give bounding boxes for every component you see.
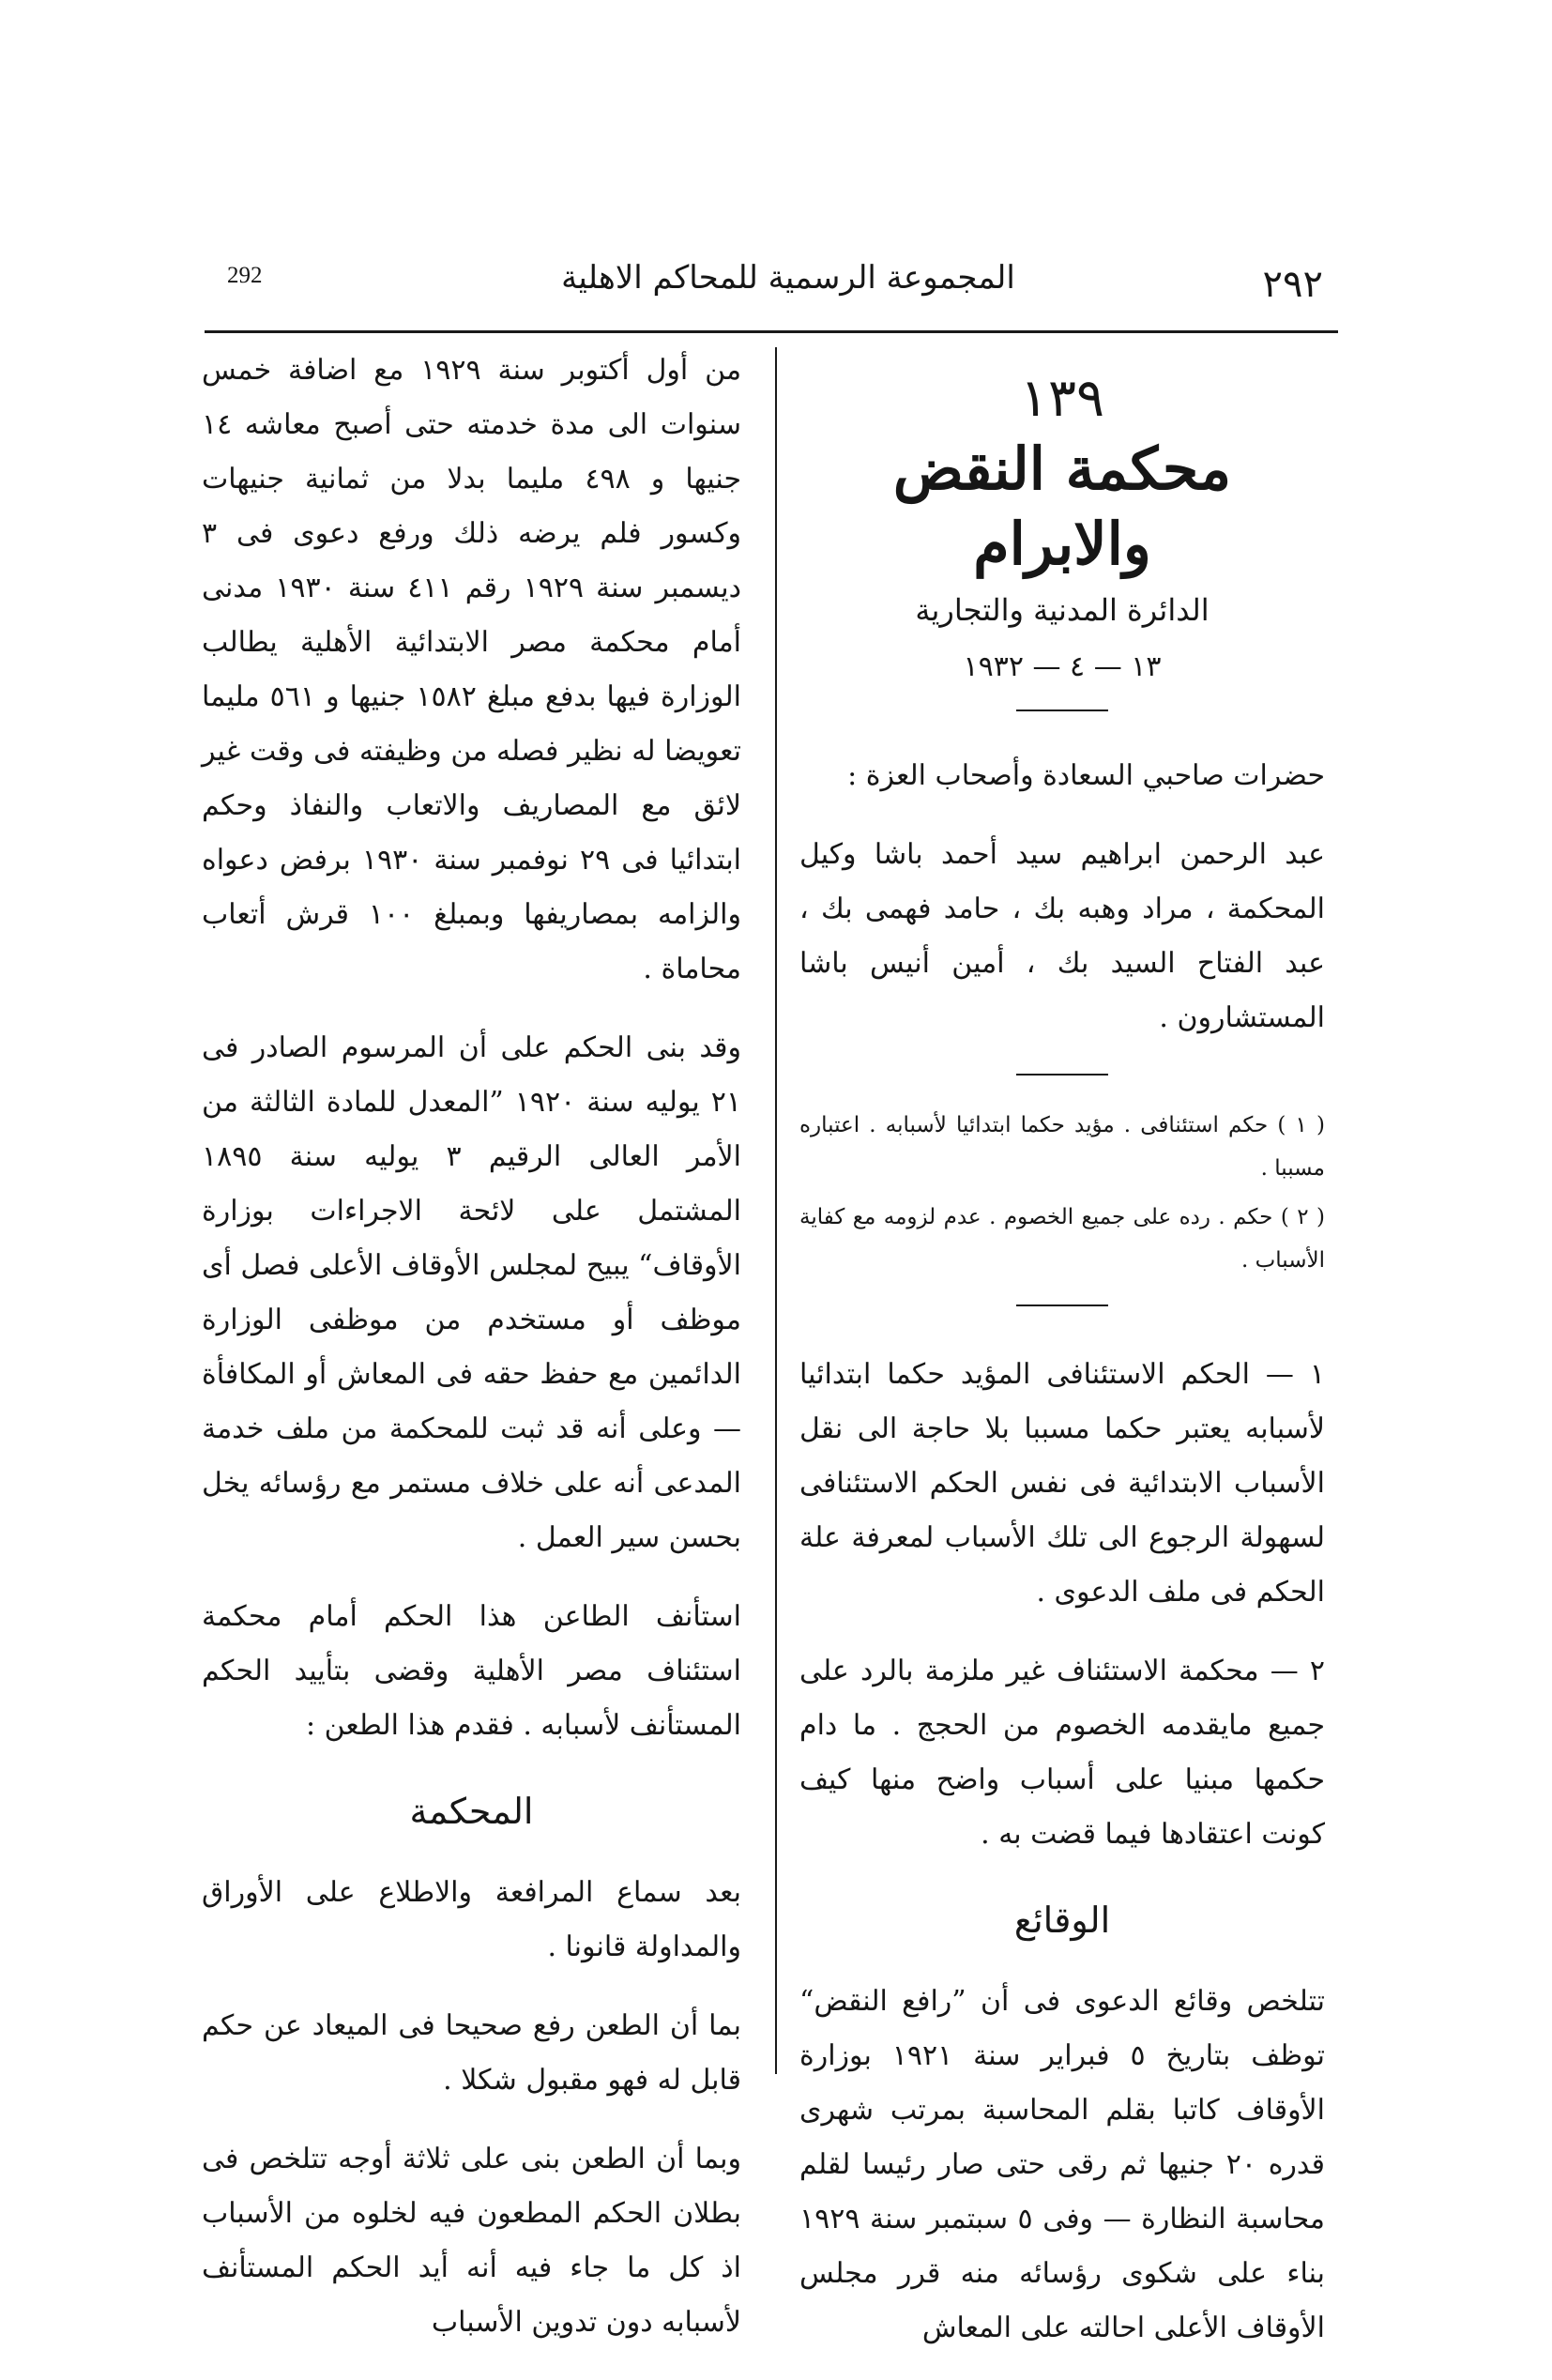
separator-rule	[1016, 709, 1108, 711]
ruling-paragraph: بما أن الطعن رفع صحيحا فى الميعاد عن حكم قابل له فهو مقبول شكلا .	[202, 2009, 741, 2097]
facts-heading: الوقائع	[1013, 1899, 1111, 1941]
ruling-paragraph: وبما أن الطعن بنى على ثلاثة أوجه تتلخص فى بطلان الحكم المطعون فيه لخلوه من الأسباب اذ كل ما جاء فيه أنه أيد الحكم المستأنف لأسبابه دون تدوين الأسباب	[202, 2143, 741, 2339]
principle-paragraph: ٢ — محكمة الاستئناف غير ملزمة بالرد على جميع مايقدمه الخصوم من الحجج . ما دام حكمها مبنيا على أسباب واضح منها كيف كونت اعتقادها فيما قضت به .	[799, 1655, 1325, 1851]
principle-summary-item: ( ١ ) حكم استئنافى . مؤيد حكما ابتدائيا لأسبابه . اعتباره مسببا .	[799, 1113, 1325, 1181]
body-paragraph: من أول أكتوبر سنة ١٩٢٩ مع اضافة خمس سنوات الى مدة خدمته حتى أصبح معاشه ١٤ جنيها و ٤٩٨ مليما بدلا من ثمانية جنيهات وكسور فلم يرضه ذلك ورفع دعوى فى ٣ ديسمبر سنة ١٩٢٩ رقم ٤١١ سنة ١٩٣٠ مدنى أمام محكمة مصر الابتدائية الأهلية يطالب الوزارة فيها بدفع مبلغ ١٥٨٢ جنيها و ٥٦١ مليما تعويضا له نظير فصله من وظيفته فى وقت غير لائق مع المصاريف والاتعاب والنفاذ وحكم ابتدائيا فى ٢٩ نوفمبر سنة ١٩٣٠ برفض دعواه والزامه بمصاريفها وبمبلغ ١٠٠ قرش أتعاب محاماة .	[202, 354, 742, 985]
body-paragraph: وقد بنى الحكم على أن المرسوم الصادر فى ٢١ يوليه سنة ١٩٢٠ ”المعدل للمادة الثالثة من الأمر العالى الرقيم ٣ يوليه سنة ١٨٩٥ المشتمل على لائحة الاجراءات بوزارة الأوقاف“ يبيح لمجلس الأوقاف الأعلى فصل أى موظف أو مستخدم من موظفى الوزارة الدائمين مع حفظ حقه فى المعاش أو المكافأة — وعلى أنه قد ثبت للمحكمة من ملف خدمة المدعى أنه على خلاف مستمر مع رؤسائه يخل بحسن سير العمل .	[202, 1031, 741, 1554]
court-heading: المحكمة	[409, 1791, 534, 1832]
principle-summary-item: ( ٢ ) حكم . رده على جميع الخصوم . عدم لزومه مع كفاية الأسباب .	[799, 1205, 1325, 1273]
judges-list: عبد الرحمن ابراهيم سيد أحمد باشا وكيل المحكمة ، مراد وهبه بك ، حامد فهمى بك ، عبد الفتاح السيد بك ، أمين أنيس باشا المستشارون .	[799, 838, 1325, 1034]
header-rule	[205, 330, 1338, 333]
separator-rule	[1016, 1074, 1108, 1076]
right-column	[799, 366, 1325, 2380]
principle-paragraph: ١ — الحكم الاستئنافى المؤيد حكما ابتدائيا لأسبابه يعتبر حكما مسببا بلا حاجة الى نقل الأسباب الابتدائية فى نفس الحكم الاستئنافى لسهولة الرجوع الى تلك الأسباب لمعرفة علة الحكم فى ملف الدعوى .	[799, 1358, 1325, 1609]
column-divider	[775, 347, 777, 2074]
page-number-arabic: ٢٩٢	[1262, 263, 1323, 306]
page-number-latin: 292	[227, 263, 263, 288]
running-title: المجموعة الرسمية للمحاكم الاهلية	[561, 259, 1015, 297]
judgment-date: ١٣ — ٤ — ١٩٣٢	[963, 650, 1162, 683]
circuit-name: الدائرة المدنية والتجارية	[915, 592, 1210, 628]
ruling-paragraph: بعد سماع المرافعة والاطلاع على الأوراق والمداولة قانونا .	[202, 1876, 741, 1963]
attendance-intro: حضرات صاحبي السعادة وأصحاب العزة :	[847, 759, 1325, 792]
body-paragraph: استأنف الطاعن هذا الحكم أمام محكمة استئناف مصر الأهلية وقضى بتأييد الحكم المستأنف لأسبابه . فقدم هذا الطعن :	[202, 1600, 741, 1742]
principles-summary	[799, 1104, 1325, 1282]
left-column	[202, 343, 741, 2374]
case-number: ١٣٩	[1019, 368, 1105, 429]
facts-paragraph: تتلخص وقائع الدعوى فى أن ”رافع النقض“ توظف بتاريخ ٥ فبراير سنة ١٩٢١ بوزارة الأوقاف كاتبا بقلم المحاسبة بمرتب شهرى قدره ٢٠ جنيها ثم رقى حتى صار رئيسا لقلم محاسبة النظارة — وفى ٥ سبتمبر سنة ١٩٢٩ بناء على شكوى رؤسائه منه قرر مجلس الأوقاف الأعلى احالته على المعاش	[799, 1985, 1325, 2344]
separator-rule	[1016, 1304, 1108, 1306]
court-name: محكمة النقض والابرام	[892, 435, 1232, 578]
